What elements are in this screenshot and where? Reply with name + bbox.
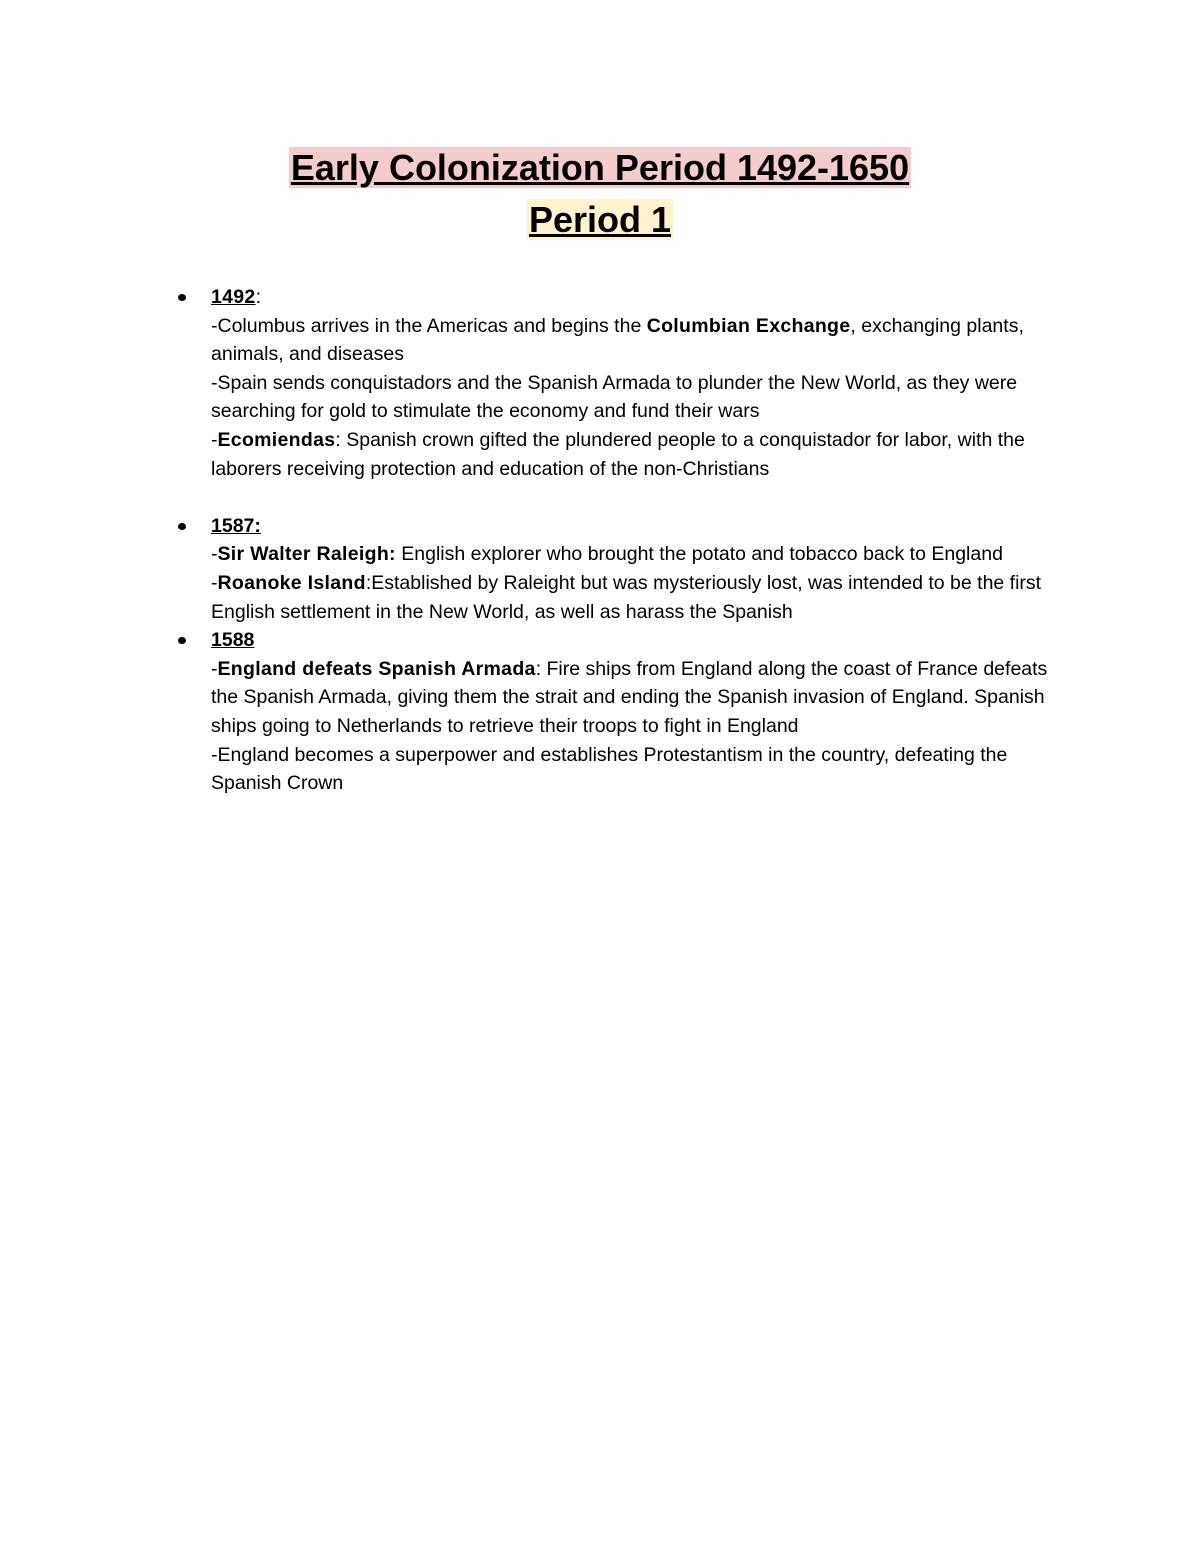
key-term: England defeats Spanish Armada xyxy=(217,657,536,680)
entry-year-suffix: : xyxy=(255,286,262,308)
page-subtitle: Period 1 xyxy=(528,199,672,240)
key-term: Columbian Exchange xyxy=(646,314,851,337)
key-term: Ecomiendas xyxy=(217,428,336,451)
title-block xyxy=(0,142,1200,246)
entry-line: -Roanoke Island:Established by Raleight but was mysteriously lost, was intended to be the first English settlement in the New World, as well as harass the Spanish xyxy=(211,571,1042,623)
entry-line: -Spain sends conquistadors and the Spanish Armada to plunder the New World, as they were searching for gold to stimulate the economy and fund their wars xyxy=(211,371,1018,423)
page-title: Early Colonization Period 1492-1650 xyxy=(290,147,910,188)
list-item-1587 xyxy=(211,512,1071,626)
entry-year: 1587: xyxy=(211,514,261,537)
entry-line: -Sir Walter Raleigh: English explorer who brought the potato and tobacco back to England xyxy=(211,543,1003,566)
entry-line: -England defeats Spanish Armada: Fire ships from England along the coast of France defeats the Spanish Armada, giving them the strait and ending the Spanish invasion of England. Spanish ships going to Netherlands to retrieve their troops to fight in England xyxy=(211,657,1048,737)
entry-line: -Columbus arrives in the Americas and begins the Columbian Exchange, exchanging plants, animals, and diseases xyxy=(211,314,1024,366)
entry-line: -Ecomiendas: Spanish crown gifted the plundered people to a conquistador for labor, with the laborers receiving protection and education of the non-Christians xyxy=(211,428,1025,480)
entry-year: 1492 xyxy=(211,286,256,308)
entry-year: 1588 xyxy=(211,629,255,652)
key-term: Sir Walter Raleigh: xyxy=(217,543,396,566)
notes-list xyxy=(211,283,1071,798)
bullet-icon xyxy=(178,637,186,644)
entry-line: -England becomes a superpower and establishes Protestantism in the country, defeating the Spanish Crown xyxy=(211,743,1008,795)
bullet-icon xyxy=(178,523,186,530)
list-item-1588 xyxy=(211,626,1071,798)
key-term: Roanoke Island xyxy=(217,571,366,594)
list-item-1492 xyxy=(211,283,1071,483)
bullet-icon xyxy=(178,294,186,301)
